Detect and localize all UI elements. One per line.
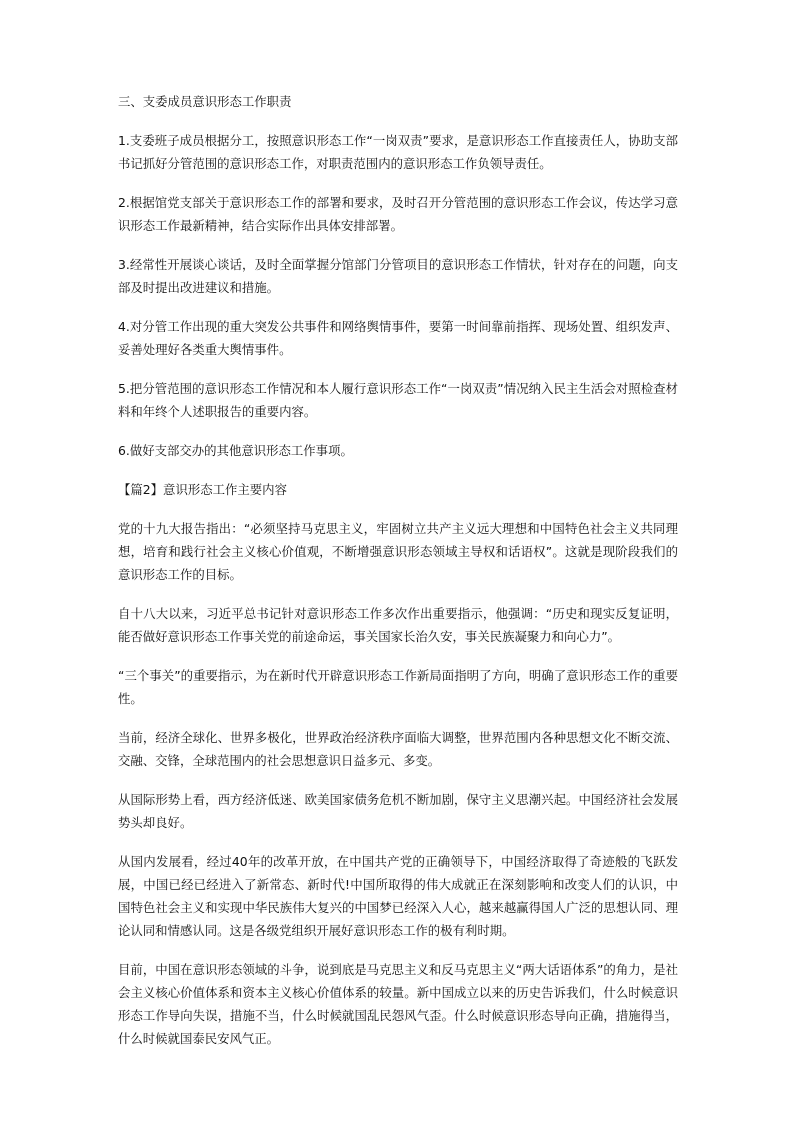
body-paragraph: 目前，中国在意识形态领域的斗争，说到底是马克思主义和反马克思主义“两大话语体系”的角力，是社会主义核心价值体系和资本主义核心价值体系的较量。新中国成立以来的历史告诉我们，什么时候意识形态工作导向失误，措施不当，什么时候就国乱民怨风气歪。什么时候意识形态导向正确，措施得当，什么时候就国泰民安风气正。 <box>118 962 678 1046</box>
duty-item-5: 5.把分管范围的意识形态工作情况和本人履行意识形态工作“一岗双责”情况纳入民主生活会对照检查材料和年终个人述职报告的重要内容。 <box>118 381 678 419</box>
section-heading: 三、支委成员意识形态工作职责 <box>118 94 292 109</box>
body-paragraph: 从国内发展看，经过40年的改革开放，在中国共产党的正确领导下，中国经济取得了奇迹般的飞跃发展，中国已经已经进入了新常态、新时代!中国所取得的伟大成就正在深刻影响和改变人们的认识，中国特色社会主义和实现中华民族伟大复兴的中国梦已经深入人心，越来越赢得国人广泛的思想认同、理论认同和情感认同。这是各级党组织开展好意识形态工作的极有利时期。 <box>118 854 678 938</box>
duty-item-4: 4.对分管工作出现的重大突发公共事件和网络舆情事件，要第一时间靠前指挥、现场处置、组织发声、妥善处理好各类重大舆情事件。 <box>118 319 678 357</box>
duty-item-1: 1.支委班子成员根据分工，按照意识形态工作“一岗双责”要求，是意识形态工作直接责任人，协助支部书记抓好分管范围的意识形态工作，对职责范围内的意识形态工作负领导责任。 <box>118 133 678 171</box>
body-paragraph: 自十八大以来，习近平总书记针对意识形态工作多次作出重要指示，他强调：“历史和现实反复证明，能否做好意识形态工作事关党的前途命运，事关国家长治久安，事关民族凝聚力和向心力”。 <box>118 606 678 644</box>
body-paragraph: 党的十九大报告指出：“必须坚持马克思主义，牢固树立共产主义远大理想和中国特色社会主义共同理想，培育和践行社会主义核心价值观，不断增强意识形态领域主导权和话语权”。这就是现阶段我们的意识形态工作的目标。 <box>118 521 678 582</box>
duty-item-6: 6.做好支部交办的其他意识形态工作事项。 <box>118 443 353 458</box>
body-paragraph: “三个事关”的重要指示，为在新时代开辟意识形态工作新局面指明了方向，明确了意识形态工作的重要性。 <box>118 668 678 706</box>
duty-item-3: 3.经常性开展谈心谈话，及时全面掌握分馆部门分管项目的意识形态工作情状，针对存在的问题，向支部及时提出改进建议和措施。 <box>118 257 678 295</box>
duty-item-2: 2.根据馆党支部关于意识形态工作的部署和要求，及时召开分管范围的意识形态工作会议，传达学习意识形态工作最新精神，结合实际作出具体安排部署。 <box>118 195 678 233</box>
article-heading: 【篇2】意识形态工作主要内容 <box>118 482 287 497</box>
body-paragraph: 从国际形势上看，西方经济低迷、欧美国家债务危机不断加剧，保守主义思潮兴起。中国经济社会发展势头却良好。 <box>118 792 678 830</box>
document-page <box>118 90 678 1066</box>
body-paragraph: 当前，经济全球化、世界多极化，世界政治经济秩序面临大调整，世界范围内各种思想文化不断交流、交融、交锋，全球范围内的社会思想意识日益多元、多变。 <box>118 730 678 768</box>
